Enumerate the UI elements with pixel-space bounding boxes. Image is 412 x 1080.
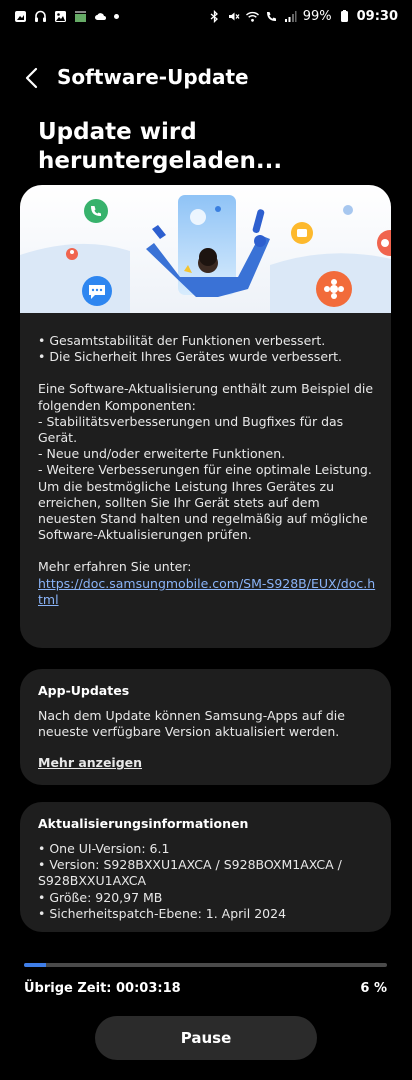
contact-icon [66,248,78,260]
update-info-card [20,802,391,932]
wifi-icon [246,10,259,23]
update-info-list [38,841,368,922]
info-line: • Größe: 920,97 MB [38,889,163,905]
mute-icon [227,10,240,23]
notification-dot [114,14,119,19]
progress-fill [24,963,46,967]
battery-icon [338,10,351,23]
gallery-icon [54,10,67,23]
download-progress-bar [24,963,387,967]
bubble-icon [254,235,266,247]
app-updates-text: Nach dem Update können Samsung-Apps auf die neueste verfügbare Version aktualisiert werden. [38,708,345,740]
clock: 09:30 [356,9,398,24]
note-paragraph: Um die bestmögliche Leistung Ihres Gerätes zu erreichen, sollten Sie Ihr Gerät stets auf dem neuesten Stand halten und regelmäßig auf mögliche Software-Aktualisierungen prüfen. [38,478,368,543]
update-info-title: Aktualisierungsinformationen [38,816,249,831]
flower-app-icon [316,271,352,307]
component-item: - Stabilitätsverbesserungen und Bugfixes für das Gerät. [38,413,344,446]
balloon-graphic [215,206,221,212]
wifi-call-icon [265,10,278,23]
image-icon [14,10,27,23]
app-updates-title: App-Updates [38,683,130,698]
info-line: • Version: S928BXXU1AXCA / S928BOXM1AXCA / S928BXXU1AXCA [38,857,342,889]
cloud-icon [94,10,107,23]
info-line: • Sicherheitspatch-Ebene: 1. April 2024 [38,905,287,921]
status-bar [0,0,412,36]
update-illustration [20,185,391,313]
app-header [0,60,412,100]
remaining-time: Übrige Zeit: 00:03:18 [24,981,181,996]
back-arrow-icon[interactable] [22,64,42,92]
release-notes-card [20,185,391,648]
headphones-icon [34,10,47,23]
data-icon [74,10,87,23]
release-notes-text [38,333,378,608]
show-more-link[interactable]: Mehr anzeigen [38,755,143,770]
note-bullet: • Gesamtstabilität der Funktionen verbessert. [38,333,326,348]
info-line: • One UI-Version: 6.1 [38,841,170,856]
chat-icon [82,276,112,306]
page-title: Software-Update [57,65,249,89]
documentation-link[interactable]: https://doc.samsungmobile.com/SM-S928B/EUX/doc.html [38,575,376,607]
clock-icon [343,205,353,215]
progress-percent: 6 % [360,981,387,996]
more-info-label: Mehr erfahren Sie unter: [38,559,192,575]
download-status-title: Update wird heruntergeladen... [38,119,283,174]
note-paragraph: Eine Software-Aktualisierung enthält zum Beispiel die folgenden Komponenten: [38,381,374,413]
signal-icon [284,10,297,23]
bluetooth-icon [208,10,221,23]
app-updates-card [20,669,391,785]
component-item: - Weitere Verbesserungen für eine optimale Leistung. [38,462,372,478]
component-item: - Neue und/oder erweiterte Funktionen. [38,446,286,462]
phone-call-icon [84,199,108,223]
battery-percent: 99% [302,9,332,24]
message-icon [291,222,313,244]
note-bullet: • Die Sicherheit Ihres Gerätes wurde verbessert. [38,349,343,365]
sun-graphic [190,209,206,225]
pause-button[interactable]: Pause [95,1016,317,1060]
